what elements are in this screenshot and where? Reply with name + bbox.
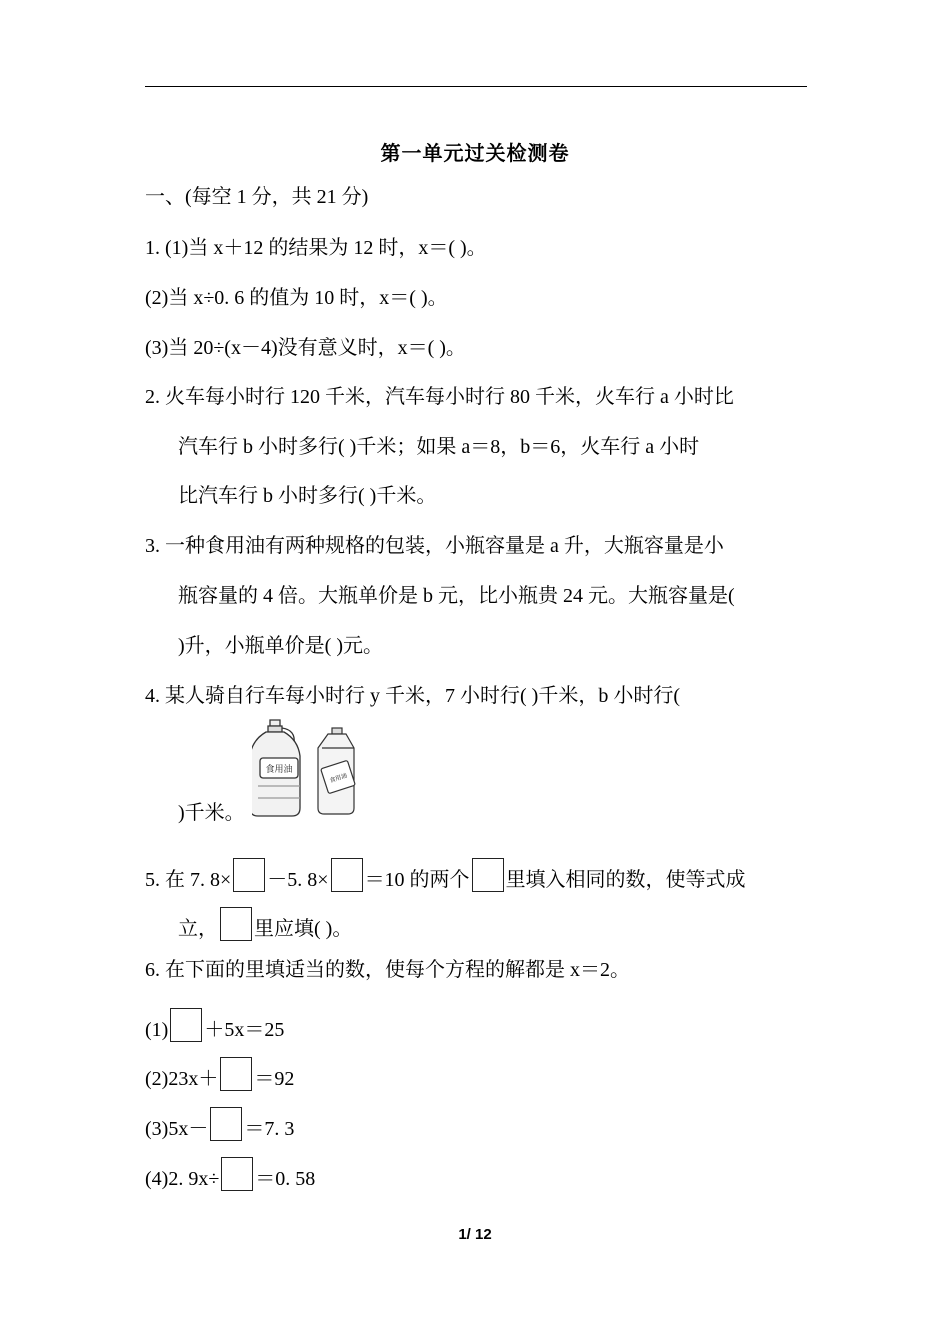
large-bottle-label: 食用油: [265, 765, 293, 775]
q2-line1: 2. 火车每小时行 120 千米，汽车每小时行 80 千米，火车行 a 小时比: [145, 386, 734, 408]
q5-text-d: 里填入相同的数，使等式成: [505, 869, 746, 891]
answer-box[interactable]: [170, 1008, 202, 1042]
q4-line1: 4. 某人骑自行车每小时行 y 千米，7 小时行( )千米，b 小时行(: [145, 685, 680, 707]
q5-line1: [145, 858, 746, 893]
q3-line2: 瓶容量的 4 倍。大瓶单价是 b 元，比小瓶贵 24 元。大瓶容量是(: [178, 585, 735, 607]
q5-text-b: －5. 8×: [267, 869, 329, 891]
answer-box[interactable]: [210, 1107, 242, 1141]
large-oil-bottle: [252, 720, 300, 816]
page-title: 第一单元过关检测卷: [380, 143, 570, 165]
q6-equation-2: [145, 1057, 294, 1092]
q3-line1: 3. 一种食用油有两种规格的包装，小瓶容量是 a 升，大瓶容量是小: [145, 535, 724, 557]
q3-line3: )升，小瓶单价是( )元。: [178, 635, 383, 657]
q5-text-c: ＝10 的两个: [364, 869, 470, 891]
q5-text-a: 5. 在 7. 8×: [145, 869, 232, 891]
q6-equation-3: [145, 1107, 294, 1142]
q2-line3: 比汽车行 b 小时多行( )千米。: [178, 485, 437, 507]
eq1-suffix: ＋5x＝25: [204, 1019, 285, 1041]
q1-part1: 1. (1)当 x＋12 的结果为 12 时，x＝( )。: [145, 237, 487, 259]
q5-text-f: 里应填( )。: [254, 918, 353, 940]
q4-line2: )千米。: [178, 802, 245, 824]
eq3-prefix: (3)5x－: [145, 1118, 209, 1140]
oil-bottles-illustration: [252, 716, 362, 822]
answer-box[interactable]: [331, 858, 363, 892]
answer-box[interactable]: [233, 858, 265, 892]
q1-part2: (2)当 x÷0. 6 的值为 10 时，x＝( )。: [145, 287, 448, 309]
eq2-prefix: (2)23x＋: [145, 1068, 219, 1090]
small-oil-bottle: [318, 728, 355, 814]
blank-box-symbol: [220, 907, 252, 941]
answer-box[interactable]: [220, 1057, 252, 1091]
q5-text-e: 立，: [178, 918, 218, 940]
header-rule: [145, 86, 807, 87]
page-number: 1/ 12: [458, 1226, 492, 1243]
section-heading: 一、(每空 1 分，共 21 分): [145, 186, 369, 208]
q6-intro: 6. 在下面的里填适当的数，使每个方程的解都是 x＝2。: [145, 959, 630, 981]
q6-equation-4: [145, 1157, 315, 1192]
eq1-prefix: (1): [145, 1019, 169, 1041]
q2-line2: 汽车行 b 小时多行( )千米；如果 a＝8，b＝6，火车行 a 小时: [178, 436, 700, 458]
eq4-prefix: (4)2. 9x÷: [145, 1168, 220, 1190]
eq3-suffix: ＝7. 3: [244, 1118, 295, 1140]
answer-box[interactable]: [221, 1157, 253, 1191]
q5-line2: [178, 907, 352, 942]
eq2-suffix: ＝92: [254, 1068, 295, 1090]
q6-equation-1: [145, 1008, 284, 1043]
blank-box-symbol: [472, 858, 504, 892]
small-bottle-label: 食用油: [328, 772, 349, 785]
q1-part3: (3)当 20÷(x－4)没有意义时，x＝( )。: [145, 337, 466, 359]
eq4-suffix: ＝0. 58: [255, 1168, 316, 1190]
